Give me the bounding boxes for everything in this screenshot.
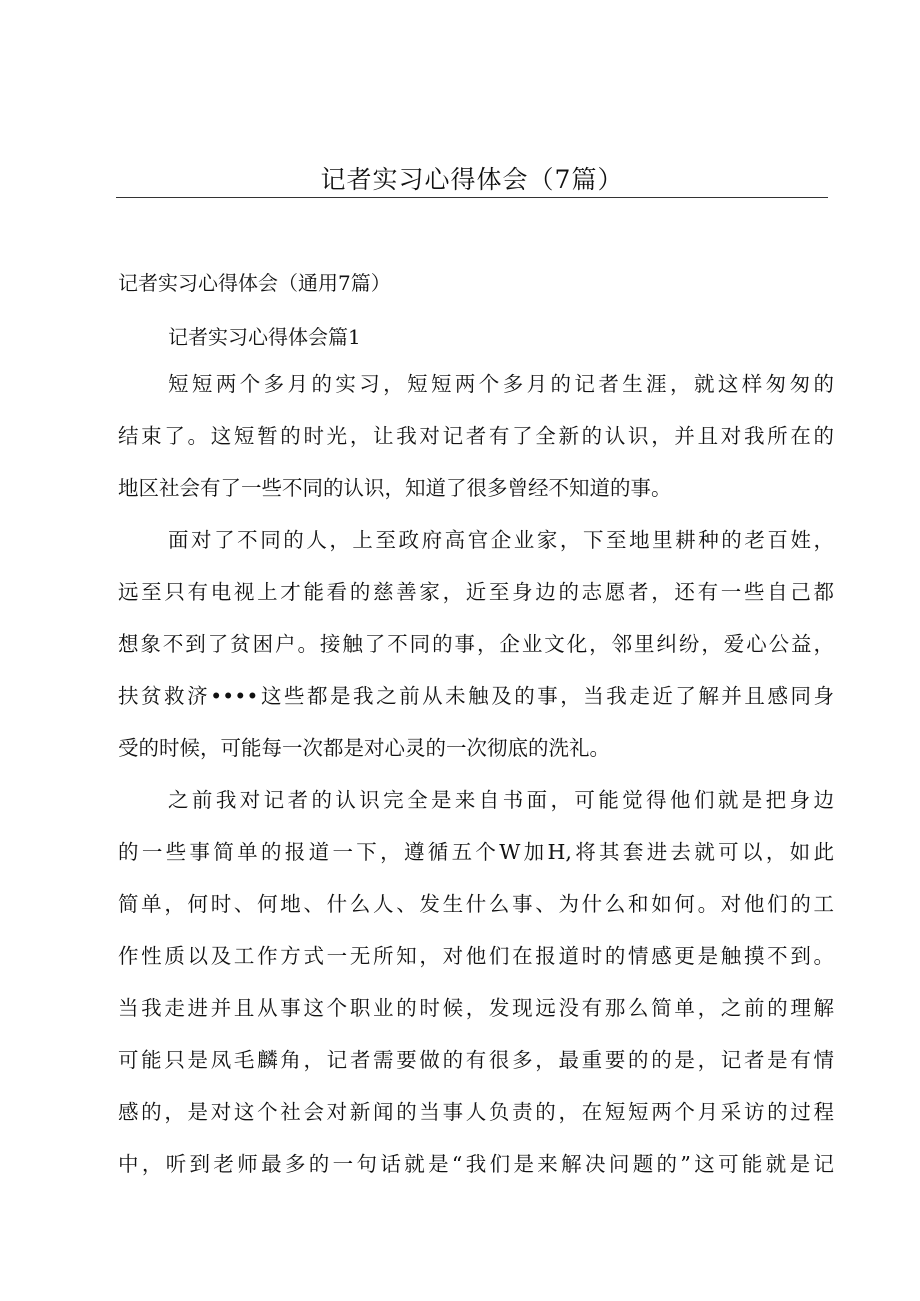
document-title: 记者实习心得体会（7篇） [320,165,624,194]
paragraph-line: 的一些事简单的报道一下，遵循五个W加H,将其套进去就可以，如此 [118,840,834,864]
paragraph-line: 受的时候，可能每一次都是对心灵的一次彻底的洗礼。 [118,736,610,760]
paragraph-line: 地区社会有了一些不同的认识，知道了很多曾经不知道的事。 [118,476,672,500]
title-underline [116,197,828,198]
paragraph-line: 想象不到了贫困户。接触了不同的事，企业文化，邻里纠纷，爱心公益， [118,632,834,656]
paragraph-line: 远至只有电视上才能看的慈善家，近至身边的志愿者，还有一些自己都 [118,580,834,604]
section-heading: 记者实习心得体会篇1 [168,325,361,349]
paragraph-2 [118,518,834,778]
paragraph-line: 之前我对记者的认识完全是来自书面，可能觉得他们就是把身边 [168,788,834,812]
paragraph-3 [118,778,834,1194]
paragraph-line: 感的，是对这个社会对新闻的当事人负责的，在短短两个月采访的过程 [118,1100,834,1124]
paragraph-line: 当我走进并且从事这个职业的时候，发现远没有那么简单，之前的理解 [118,996,834,1020]
paragraph-line: 扶贫救济••••这些都是我之前从未触及的事，当我走近了解并且感同身 [118,684,834,708]
paragraph-line: 可能只是凤毛麟角，记者需要做的有很多，最重要的的是，记者是有情 [118,1048,834,1072]
paragraph-line: 面对了不同的人，上至政府高官企业家，下至地里耕种的老百姓， [168,528,834,552]
paragraph-1 [118,362,834,518]
paragraph-line: 结束了。这短暂的时光，让我对记者有了全新的认识，并且对我所在的 [118,424,834,448]
paragraph-line: 作性质以及工作方式一无所知，对他们在报道时的情感更是触摸不到。 [118,944,834,968]
document-body [118,362,834,1194]
document-subtitle: 记者实习心得体会（通用7篇） [118,271,391,295]
paragraph-line: 简单，何时、何地、什么人、发生什么事、为什么和如何。对他们的工 [118,892,834,916]
paragraph-line: 中，听到老师最多的一句话就是“我们是来解决问题的”这可能就是记 [118,1152,834,1176]
paragraph-line: 短短两个多月的实习，短短两个多月的记者生涯，就这样匆匆的 [168,372,834,396]
